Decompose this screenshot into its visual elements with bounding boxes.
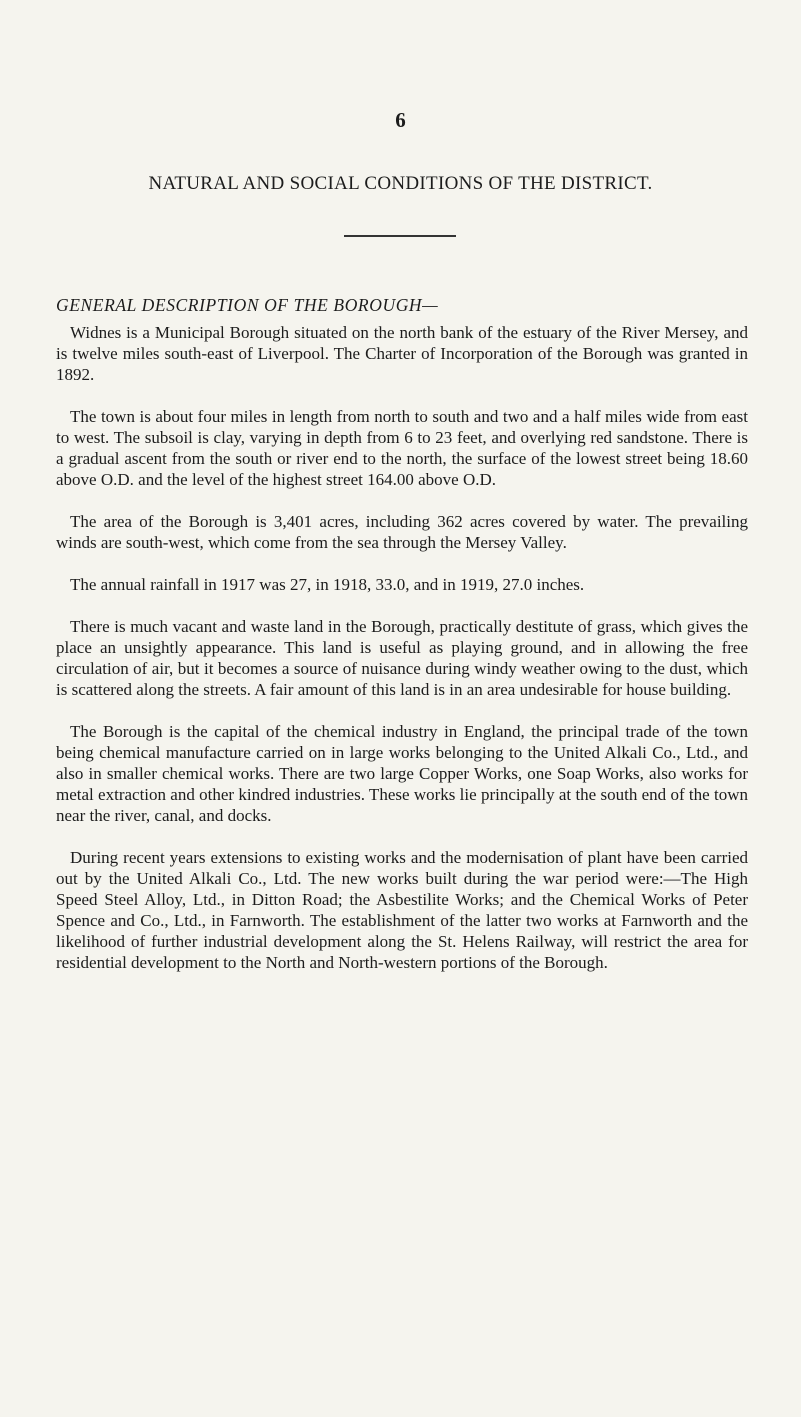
paragraph-geography: The town is about four miles in length from north to south and two and a half miles wide from east to west. The subsoil is clay, varying in depth from 6 to 23 feet, and overlying red sandstone. There is a gradual ascent from the south or river end to the north, the surface of the lowest street being 18.60 above O.D. and the level of the highest street 164.00 above O.D. [56,407,748,489]
page-title: NATURAL AND SOCIAL CONDITIONS OF THE DISTRICT. [148,173,653,194]
paragraph-rainfall: The annual rainfall in 1917 was 27, in 1918, 33.0, and in 1919, 27.0 inches. [70,575,585,594]
section-heading: GENERAL DESCRIPTION OF THE BOROUGH— [56,295,439,315]
paragraph-location: Widnes is a Municipal Borough situated on the north bank of the estuary of the River Mersey, and is twelve miles south-east of Liverpool. The Charter of Incorporation of the Borough was granted in 1892. [56,323,748,384]
paragraph-area: The area of the Borough is 3,401 acres, including 362 acres covered by water. The prevailing winds are south-west, which come from the sea through the Mersey Valley. [56,512,748,552]
page-number: 6 [395,108,406,132]
paragraph-industry: The Borough is the capital of the chemical industry in England, the principal trade of the town being chemical manufacture carried on in large works belonging to the United Alkali Co., Ltd., and also in smaller chemical works. There are two large Copper Works, one Soap Works, also works for metal extraction and other kindred industries. These works lie principally at the south end of the town near the river, canal, and docks. [56,722,748,825]
title-divider [344,235,456,237]
paragraph-vacant-land: There is much vacant and waste land in the Borough, practically destitute of grass, which gives the place an unsightly appearance. This land is useful as playing ground, and in allowing the free circulation of air, but it becomes a source of nuisance during windy weather owing to the dust, which is scattered along the streets. A fair amount of this land is in an area undesirable for house building. [56,617,748,699]
body-text [56,322,748,994]
paragraph-extensions: During recent years extensions to existing works and the modernisation of plant have been carried out by the United Alkali Co., Ltd. The new works built during the war period were:—The High Speed Steel Alloy, Ltd., in Ditton Road; the Asbestilite Works; and the Chemical Works of Peter Spence and Co., Ltd., in Farnworth. The establishment of the latter two works at Farnworth and the likelihood of further industrial development along the St. Helens Railway, will restrict the area for residential development to the North and North-western portions of the Borough. [56,848,748,972]
